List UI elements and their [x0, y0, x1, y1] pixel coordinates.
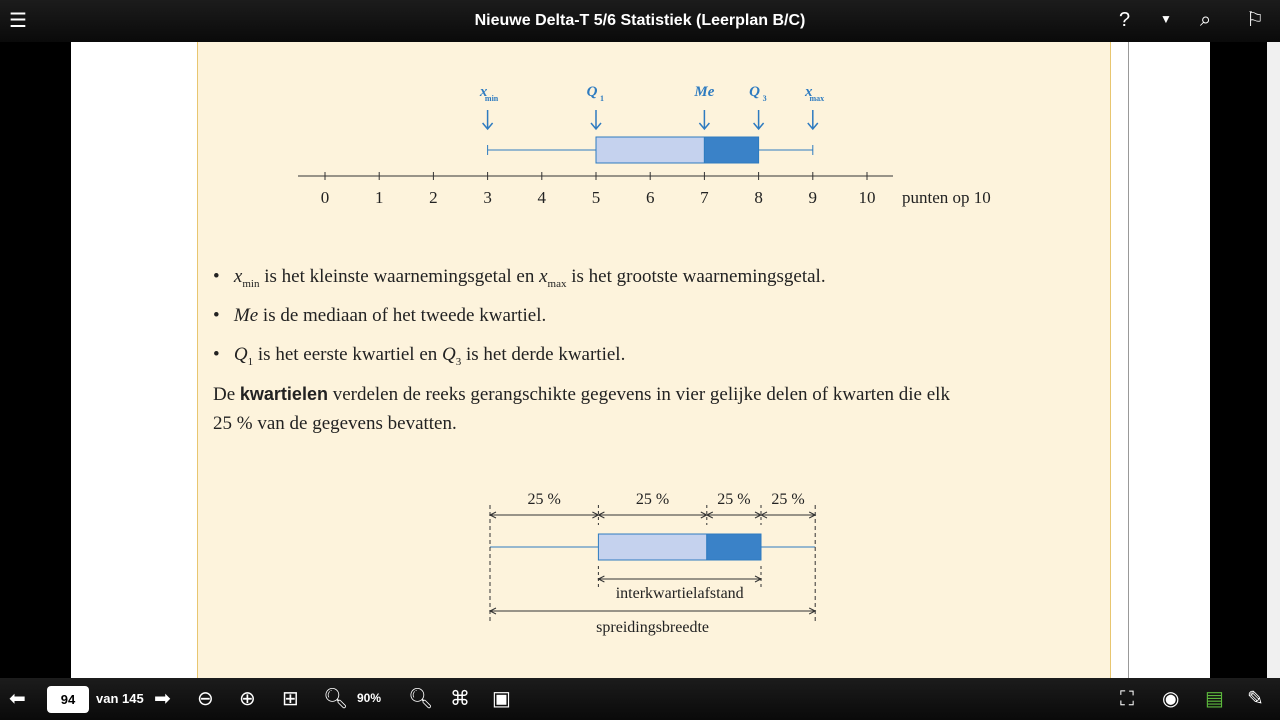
zoom-in-icon[interactable]: 🔍︎: [408, 688, 434, 710]
down-arrow-icon: [699, 110, 709, 129]
label-q3-sub: 3: [762, 94, 767, 103]
document-title: Nieuwe Delta-T 5/6 Statistiek (Leerplan B/C): [474, 12, 806, 29]
box-upper-half: [704, 137, 758, 163]
label-max-sub: max: [809, 94, 825, 103]
zoom-level: 90%: [357, 691, 382, 705]
axis-tick-label: 4: [537, 188, 547, 207]
label-min: x: [479, 84, 488, 100]
axis-tick-label: 7: [700, 188, 709, 207]
fullscreen-icon[interactable]: ⛶: [1120, 688, 1134, 710]
axis-tick-label: 1: [374, 188, 384, 207]
text-tool-icon[interactable]: ⌘: [450, 688, 470, 710]
page-count: van 145: [96, 691, 144, 706]
quarter-arrow: [598, 512, 706, 518]
bottom-toolbar: [0, 678, 1280, 720]
forward-icon[interactable]: ⊕: [239, 688, 256, 710]
next-page-icon[interactable]: ➡: [154, 688, 171, 710]
bookmark-icon[interactable]: ⚐: [1246, 9, 1264, 31]
back-icon[interactable]: ⊖: [197, 688, 214, 710]
label-median: Me: [694, 84, 715, 100]
quarter-percent-label: 25 %: [717, 491, 751, 508]
quarter-arrow: [490, 512, 598, 518]
prev-page-icon[interactable]: ⬅: [9, 688, 26, 710]
outline-tree-icon[interactable]: ⊞: [282, 688, 299, 710]
box-lower-half: [596, 137, 704, 163]
down-arrow-icon: [808, 110, 818, 129]
label-q3: Q: [749, 84, 761, 100]
quarter-percent-label: 25 %: [771, 491, 805, 508]
bullet-2: • Me is de mediaan of het tweede kwartiel.: [213, 305, 547, 326]
paragraph-line-1: De kwartielen verdelen de reeks gerangschikte gegevens in vier gelijke delen of kwarten die elk: [213, 384, 950, 405]
axis-label: punten op 10: [902, 188, 991, 207]
axis-tick-label: 3: [483, 188, 492, 207]
axis-tick-label: 2: [429, 188, 438, 207]
pencil-icon[interactable]: ✎: [1247, 688, 1264, 710]
label-q1-sub: 1: [600, 94, 604, 103]
menu-icon[interactable]: ☰: [9, 10, 27, 32]
download-icon[interactable]: ▣: [492, 688, 511, 710]
down-arrow-icon: [483, 110, 493, 129]
search-icon[interactable]: ⌕: [1200, 9, 1212, 31]
dropdown-caret-icon[interactable]: ▼: [1160, 12, 1172, 26]
axis-tick-label: 10: [858, 188, 876, 207]
axis-tick-label: 5: [591, 188, 601, 207]
paragraph-line-2: 25 % van de gegevens bevatten.: [213, 413, 457, 434]
range-arrow: [490, 608, 815, 614]
save-icon[interactable]: ▤: [1205, 688, 1224, 710]
iqr-arrow: [598, 576, 761, 582]
down-arrow-icon: [754, 110, 764, 129]
quarter-arrow: [761, 512, 815, 518]
range-label: spreidingsbreedte: [596, 619, 710, 636]
help-icon[interactable]: ?: [1119, 9, 1131, 31]
quarter-arrow: [707, 512, 761, 518]
label-min-sub: min: [484, 94, 499, 103]
axis-tick-label: 9: [808, 188, 818, 207]
down-arrow-icon: [591, 110, 601, 129]
zoom-out-icon[interactable]: 🔍︎: [323, 688, 349, 710]
bullet-3: • $Q_1$ is het eerste kwartiel en $Q_3$ is het derde kwartiel.: [213, 344, 626, 368]
eye-icon[interactable]: ◉: [1162, 688, 1180, 710]
box-upper-half-2: [707, 534, 761, 560]
quarter-percent-label: 25 %: [635, 491, 670, 508]
axis-tick-label: 6: [645, 188, 655, 207]
axis-tick-label: 8: [754, 188, 763, 207]
axis-tick-label: 0: [320, 188, 330, 207]
label-max: x: [805, 84, 813, 100]
iqr-label: interkwartielafstand: [615, 585, 744, 602]
bullet-1: • $x_{min}$ is het kleinste waarnemingsgetal en $x_{max}$ is het grootste waarnemingsgetal.: [213, 266, 826, 290]
box-lower-half-2: [598, 534, 706, 560]
page-number-input[interactable]: 94: [47, 686, 89, 713]
label-q1: Q: [586, 84, 598, 100]
quarter-percent-label: 25 %: [527, 491, 561, 508]
